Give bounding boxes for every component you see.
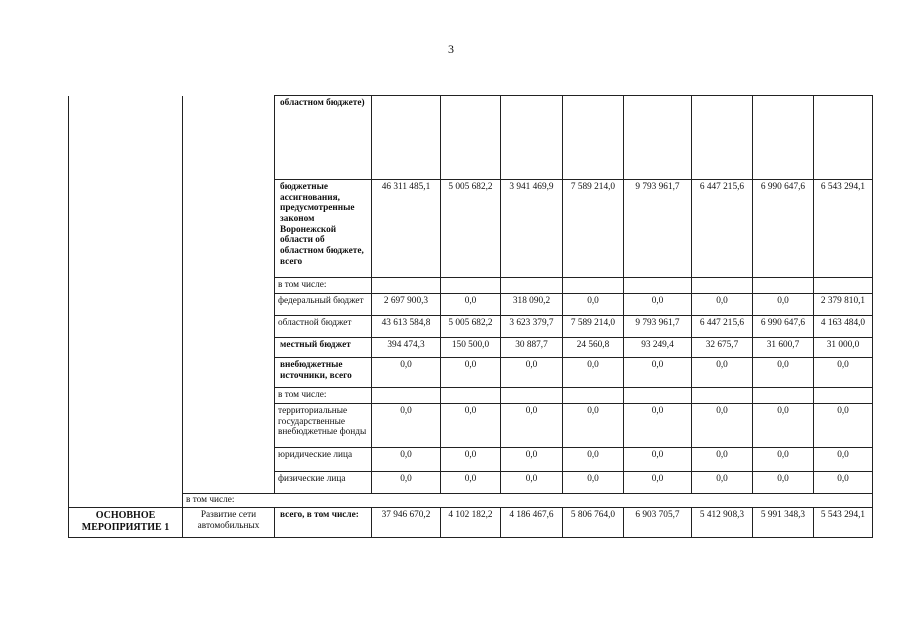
value-cell: 0,0 bbox=[753, 472, 814, 494]
main-event-value-cell: 5 412 908,3 bbox=[692, 508, 753, 538]
value-cell: 5 005 682,2 bbox=[441, 316, 501, 338]
value-cell bbox=[624, 388, 692, 404]
value-cell: 3 941 469,9 bbox=[501, 180, 563, 278]
value-cell: 150 500,0 bbox=[441, 338, 501, 358]
main-event-value-cell: 4 186 467,6 bbox=[501, 508, 563, 538]
value-cell: 0,0 bbox=[814, 358, 873, 388]
value-cell: 7 589 214,0 bbox=[563, 316, 624, 338]
value-cell: 0,0 bbox=[372, 448, 441, 472]
section-column-empty bbox=[69, 96, 183, 508]
value-cell: 0,0 bbox=[692, 448, 753, 472]
value-cell bbox=[814, 278, 873, 294]
value-cell: 0,0 bbox=[624, 294, 692, 316]
row-label: физические лица bbox=[275, 472, 372, 494]
row-label: областном бюджете) bbox=[275, 96, 372, 180]
value-cell bbox=[441, 96, 501, 180]
value-cell bbox=[441, 278, 501, 294]
in-total-row bbox=[69, 494, 873, 508]
value-cell: 3 623 379,7 bbox=[501, 316, 563, 338]
value-cell bbox=[563, 388, 624, 404]
value-cell: 6 990 647,6 bbox=[753, 180, 814, 278]
table-row bbox=[69, 96, 873, 180]
value-cell bbox=[753, 278, 814, 294]
value-cell: 0,0 bbox=[624, 358, 692, 388]
value-cell bbox=[441, 388, 501, 404]
value-cell bbox=[692, 278, 753, 294]
value-cell: 0,0 bbox=[441, 448, 501, 472]
main-event-value-cell: 5 991 348,3 bbox=[753, 508, 814, 538]
value-cell bbox=[372, 278, 441, 294]
row-label: федеральный бюджет bbox=[275, 294, 372, 316]
value-cell: 6 447 215,6 bbox=[692, 180, 753, 278]
value-cell bbox=[372, 96, 441, 180]
value-cell bbox=[501, 278, 563, 294]
value-cell: 0,0 bbox=[501, 448, 563, 472]
row-label: в том числе: bbox=[275, 388, 372, 404]
budget-table bbox=[68, 95, 873, 538]
main-event-row bbox=[69, 508, 873, 538]
row-label: областной бюджет bbox=[275, 316, 372, 338]
page-number: 3 bbox=[448, 42, 454, 56]
value-cell: 0,0 bbox=[753, 404, 814, 448]
value-cell: 0,0 bbox=[501, 404, 563, 448]
value-cell: 0,0 bbox=[501, 472, 563, 494]
row-label: местный бюджет bbox=[275, 338, 372, 358]
value-cell: 0,0 bbox=[372, 472, 441, 494]
value-cell: 0,0 bbox=[692, 404, 753, 448]
value-cell bbox=[501, 388, 563, 404]
value-cell: 0,0 bbox=[501, 358, 563, 388]
value-cell: 30 887,7 bbox=[501, 338, 563, 358]
value-cell bbox=[624, 278, 692, 294]
value-cell bbox=[692, 96, 753, 180]
main-event-label: всего, в том числе: bbox=[275, 508, 372, 538]
value-cell: 7 589 214,0 bbox=[563, 180, 624, 278]
main-event-value-cell: 37 946 670,2 bbox=[372, 508, 441, 538]
value-cell: 43 613 584,8 bbox=[372, 316, 441, 338]
value-cell bbox=[814, 388, 873, 404]
value-cell: 0,0 bbox=[563, 472, 624, 494]
row-label: внебюджетные источники, всего bbox=[275, 358, 372, 388]
value-cell: 394 474,3 bbox=[372, 338, 441, 358]
value-cell bbox=[753, 388, 814, 404]
value-cell: 0,0 bbox=[692, 294, 753, 316]
value-cell bbox=[814, 96, 873, 180]
value-cell: 0,0 bbox=[753, 358, 814, 388]
value-cell: 0,0 bbox=[563, 448, 624, 472]
value-cell: 0,0 bbox=[441, 358, 501, 388]
value-cell: 6 543 294,1 bbox=[814, 180, 873, 278]
value-cell: 0,0 bbox=[753, 448, 814, 472]
value-cell: 0,0 bbox=[441, 404, 501, 448]
value-cell: 0,0 bbox=[563, 294, 624, 316]
row-label: территориальные государственные внебюджетные фонды bbox=[275, 404, 372, 448]
value-cell bbox=[692, 388, 753, 404]
value-cell bbox=[563, 278, 624, 294]
row-label: юридические лица bbox=[275, 448, 372, 472]
main-event-description: Развитие сети автомобильных bbox=[183, 508, 275, 538]
value-cell: 0,0 bbox=[692, 472, 753, 494]
value-cell: 9 793 961,7 bbox=[624, 180, 692, 278]
value-cell: 0,0 bbox=[814, 448, 873, 472]
description-column-empty bbox=[183, 96, 275, 494]
main-event-value-cell: 4 102 182,2 bbox=[441, 508, 501, 538]
main-event-value-cell: 5 806 764,0 bbox=[563, 508, 624, 538]
value-cell: 0,0 bbox=[753, 294, 814, 316]
value-cell: 24 560,8 bbox=[563, 338, 624, 358]
main-event-value-cell: 6 903 705,7 bbox=[624, 508, 692, 538]
value-cell: 0,0 bbox=[372, 358, 441, 388]
value-cell: 0,0 bbox=[441, 294, 501, 316]
value-cell: 2 379 810,1 bbox=[814, 294, 873, 316]
value-cell: 5 005 682,2 bbox=[441, 180, 501, 278]
value-cell: 2 697 900,3 bbox=[372, 294, 441, 316]
value-cell: 0,0 bbox=[624, 472, 692, 494]
value-cell: 0,0 bbox=[814, 472, 873, 494]
value-cell: 0,0 bbox=[814, 404, 873, 448]
value-cell: 0,0 bbox=[372, 404, 441, 448]
value-cell: 6 447 215,6 bbox=[692, 316, 753, 338]
value-cell bbox=[372, 388, 441, 404]
value-cell: 4 163 484,0 bbox=[814, 316, 873, 338]
row-label: в том числе: bbox=[275, 278, 372, 294]
value-cell: 0,0 bbox=[441, 472, 501, 494]
value-cell: 31 000,0 bbox=[814, 338, 873, 358]
value-cell bbox=[624, 96, 692, 180]
value-cell: 46 311 485,1 bbox=[372, 180, 441, 278]
main-event-title: ОСНОВНОЕ МЕРОПРИЯТИЕ 1 bbox=[69, 508, 183, 538]
in-total-label: в том числе: bbox=[183, 494, 873, 508]
value-cell: 318 090,2 bbox=[501, 294, 563, 316]
value-cell: 0,0 bbox=[563, 404, 624, 448]
value-cell: 93 249,4 bbox=[624, 338, 692, 358]
value-cell bbox=[501, 96, 563, 180]
row-label: бюджетные ассигнования, предусмотренные законом Воронежской области об областном бюджете, всего bbox=[275, 180, 372, 278]
value-cell bbox=[563, 96, 624, 180]
value-cell bbox=[753, 96, 814, 180]
value-cell: 9 793 961,7 bbox=[624, 316, 692, 338]
value-cell: 32 675,7 bbox=[692, 338, 753, 358]
main-event-value-cell: 5 543 294,1 bbox=[814, 508, 873, 538]
value-cell: 0,0 bbox=[624, 404, 692, 448]
value-cell: 31 600,7 bbox=[753, 338, 814, 358]
value-cell: 0,0 bbox=[563, 358, 624, 388]
value-cell: 0,0 bbox=[624, 448, 692, 472]
value-cell: 0,0 bbox=[692, 358, 753, 388]
value-cell: 6 990 647,6 bbox=[753, 316, 814, 338]
